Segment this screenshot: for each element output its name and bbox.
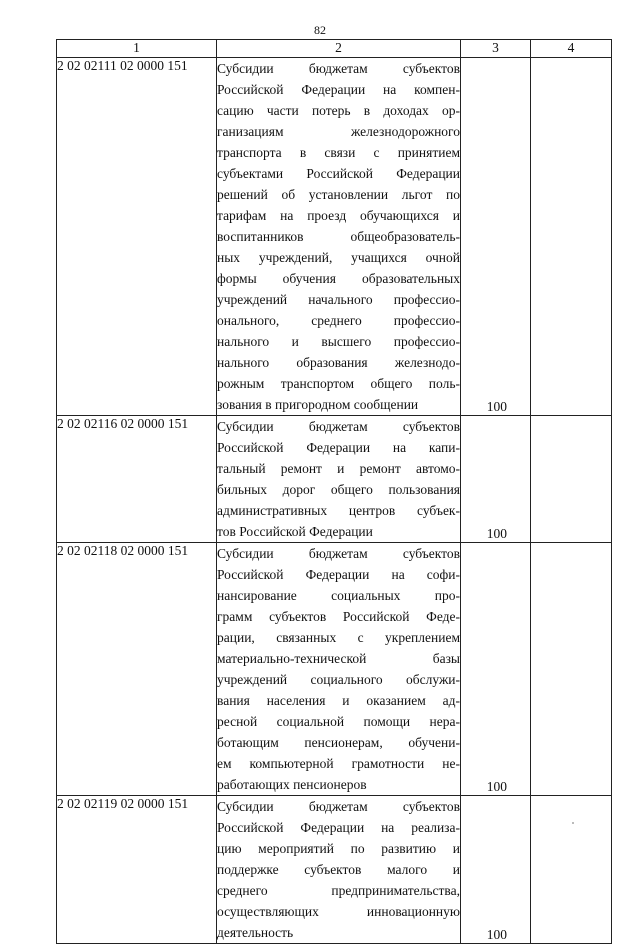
col4-value (531, 416, 612, 543)
description-line: учреждений начального профессио- (217, 292, 460, 307)
description-line: Российской Федерации на компен- (217, 82, 460, 97)
description (217, 543, 461, 796)
amount-cell (461, 416, 531, 543)
description-line: нального и высшего профессио- (217, 334, 460, 349)
table-row (57, 416, 612, 543)
description-line: грамм субъектов Российской Феде- (217, 609, 460, 624)
description-line: административных центров субъек- (217, 503, 460, 518)
description-line: онального, среднего профессио- (217, 313, 460, 328)
description-line: среднего предпринимательства, (217, 883, 460, 898)
header-col-4: 4 (531, 40, 612, 58)
description-line: Российской Федерации на капи- (217, 440, 460, 455)
description-line: деятельность (217, 925, 294, 940)
table-header-row (57, 40, 612, 58)
header-col-3: 3 (461, 40, 531, 58)
description-line: тальный ремонт и ремонт автомо- (217, 461, 460, 476)
amount-value: 100 (486, 927, 507, 942)
description-line: рожным транспортом общего поль- (217, 376, 460, 391)
budget-codes-table (56, 39, 612, 944)
budget-code: 2 02 02118 02 0000 151 (57, 543, 217, 796)
amount-value: 100 (486, 526, 507, 541)
description-line: воспитанников общеобразователь- (217, 229, 460, 244)
description-line: поддержке субъектов малого и (217, 862, 460, 877)
header-col-2: 2 (217, 40, 461, 58)
description-line: ем компьютерной грамотности не- (217, 756, 460, 771)
description (217, 796, 461, 944)
description-line: учреждений социального обслужи- (217, 672, 460, 687)
description-line: Субсидии бюджетам субъектов (217, 61, 460, 76)
description-line: вания населения и оказанием ад- (217, 693, 460, 708)
description-line: тов Российской Федерации (217, 524, 373, 539)
description-line: формы обучения образовательных (217, 271, 460, 286)
table-row (57, 543, 612, 796)
table-body (57, 58, 612, 944)
description-line: материально-технической базы (217, 651, 460, 666)
description-line: бильных дорог общего пользования (217, 482, 460, 497)
col4-value (531, 58, 612, 416)
description-line: зования в пригородном сообщении (217, 397, 419, 412)
scan-speck (572, 822, 574, 824)
table-row (57, 58, 612, 416)
budget-code: 2 02 02119 02 0000 151 (57, 796, 217, 944)
description-line: Субсидии бюджетам субъектов (217, 799, 460, 814)
description (217, 416, 461, 543)
amount-value: 100 (486, 779, 507, 794)
page-number: 82 (314, 23, 326, 37)
description-line: ных учреждений, учащихся очной (217, 250, 460, 265)
budget-code: 2 02 02116 02 0000 151 (57, 416, 217, 543)
description-line: Субсидии бюджетам субъектов (217, 419, 460, 434)
description-line: тарифам на проезд обучающихся и (217, 208, 460, 223)
col4-value (531, 543, 612, 796)
description-line: транспорта в связи с принятием (217, 145, 460, 160)
description-line: Субсидии бюджетам субъектов (217, 546, 460, 561)
description-line: ресной социальной помощи нера- (217, 714, 460, 729)
description-line: рации, связанных с укреплением (217, 630, 460, 645)
description-line: Российской Федерации на реализа- (217, 820, 460, 835)
header-col-1: 1 (57, 40, 217, 58)
description-line: нального образования железнодо- (217, 355, 460, 370)
description-line: Российской Федерации на софи- (217, 567, 460, 582)
description-line: цию мероприятий по развитию и (217, 841, 460, 856)
description-line: осуществляющих инновационную (217, 904, 460, 919)
budget-code: 2 02 02111 02 0000 151 (57, 58, 217, 416)
amount-cell (461, 543, 531, 796)
description-line: нансирование социальных про- (217, 588, 460, 603)
amount-cell (461, 58, 531, 416)
table-row (57, 796, 612, 944)
amount-cell (461, 796, 531, 944)
description-line: работающих пенсионеров (217, 777, 367, 792)
description-line: ганизациям железнодорожного (217, 124, 460, 139)
description-line: ботающим пенсионерам, обучени- (217, 735, 460, 750)
description-line: решений об установлении льгот по (217, 187, 460, 202)
col4-value (531, 796, 612, 944)
description (217, 58, 461, 416)
description-line: сацию части потерь в доходах ор- (217, 103, 460, 118)
amount-value: 100 (486, 399, 507, 414)
description-line: субъектами Российской Федерации (217, 166, 460, 181)
